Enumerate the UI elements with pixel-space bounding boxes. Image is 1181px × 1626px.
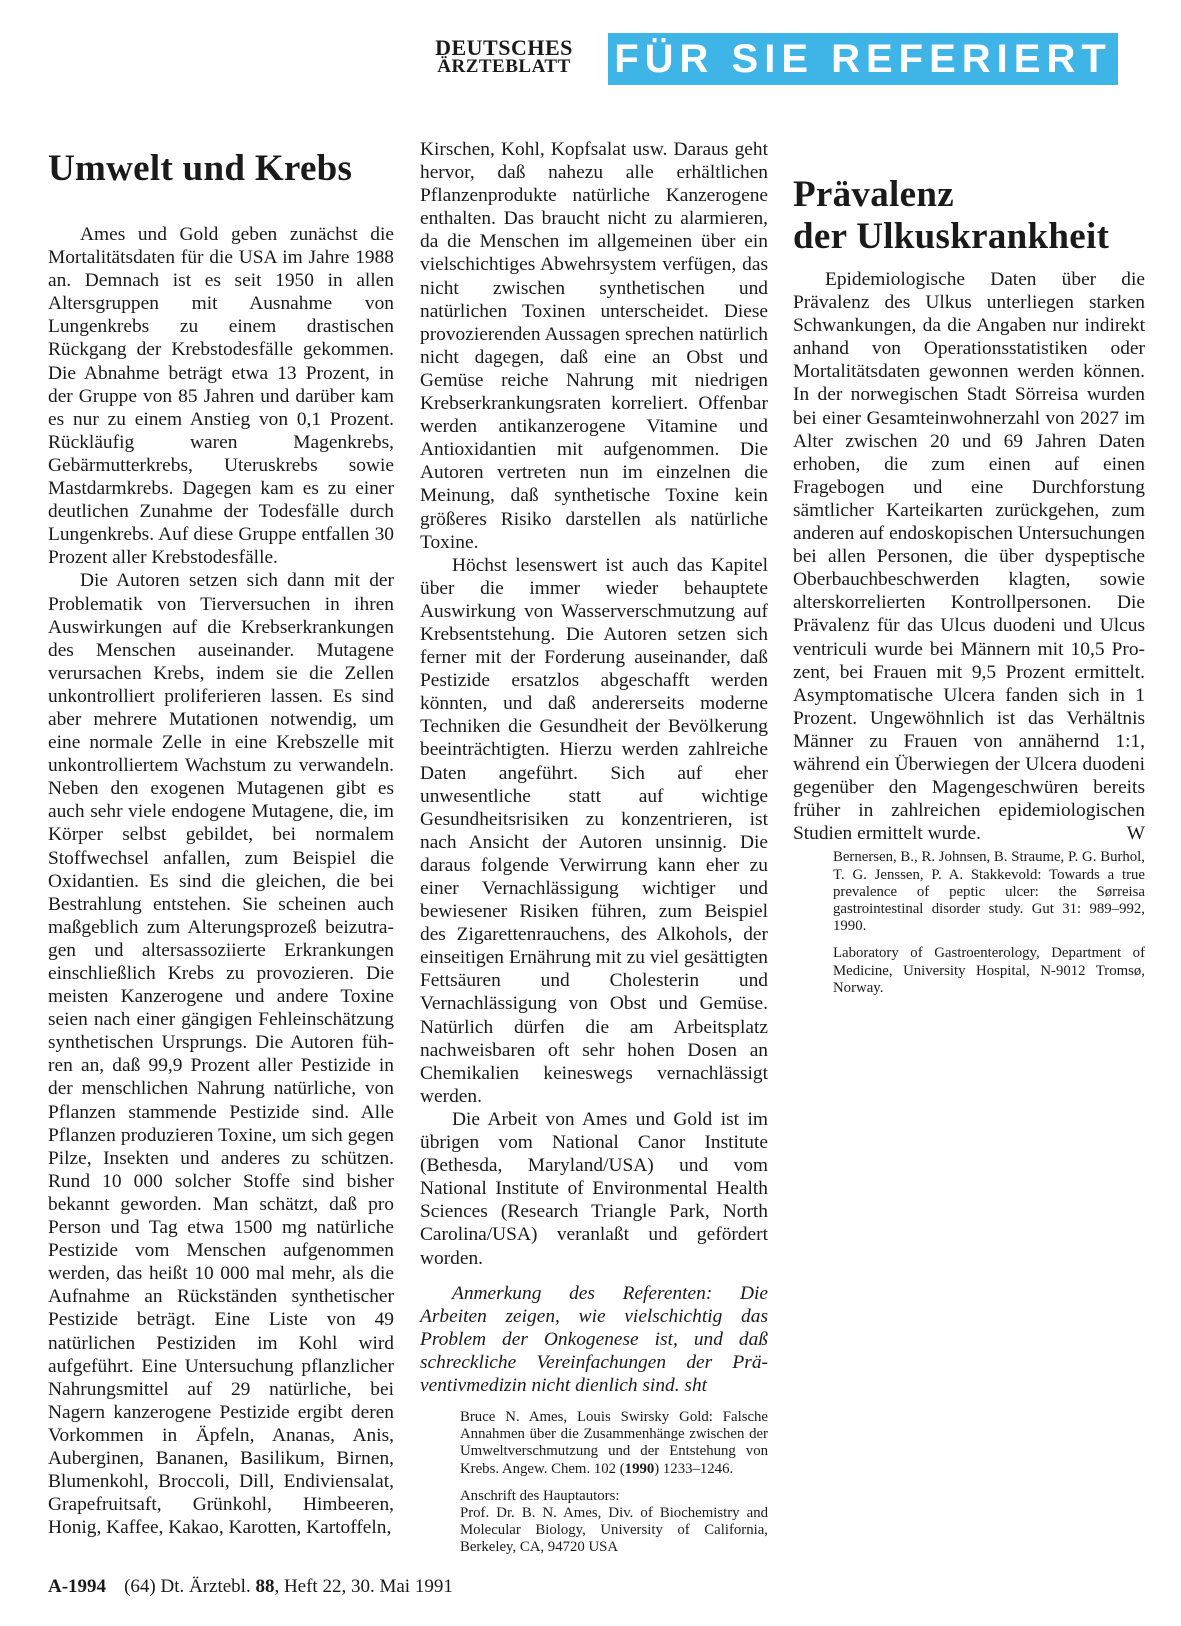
address-text: Prof. Dr. B. N. Ames, Div. of Biochemistry and Molecular Biology, University of California, Berkeley, CA, 94720 USA — [460, 1505, 768, 1556]
article-title — [793, 174, 1145, 258]
reference-year: 1990 — [624, 1460, 655, 1477]
address-label: Anschrift des Hauptautors: — [460, 1487, 620, 1504]
page-number: A-1994 — [48, 1576, 107, 1597]
article-paragraph: Die Arbeit von Ames und Gold ist im übrigen vom National Canor Institute (Bethesda, Maryland/USA) und vom National Institute of Environmental Health Sciences (Research Triangle Park, North Carolina/USA) veranlaßt und gefördert worden. — [420, 1108, 768, 1269]
masthead-logo — [418, 35, 590, 78]
reference-text: Bruce N. Ames, Louis Swirsky Gold: Falsche Annahmen über die Zusammenhänge zwischen der Umweltverschmutzung und der Entstehung von Krebs. Angew. Chem. 102 ( — [460, 1409, 768, 1477]
article-paragraph — [793, 268, 1145, 845]
section-banner: FÜR SIE REFERIERT — [608, 33, 1118, 85]
author-signature: W — [1126, 823, 1145, 845]
title-line-1: Prävalenz — [793, 174, 954, 215]
masthead-line-2: ÄRZTEBLATT — [437, 56, 571, 78]
author-address: Laboratory of Gastroenterology, Department of Medicine, University Hospital, N-9012 Tromsø, Norway. — [833, 945, 1145, 996]
article-paragraph: Ames und Gold geben zunächst die Mortalitätsdaten für die USA im Jahre 1988 an. Demnach ist es seit 1950 in allen Altersgruppen mit Ausnahme von Lungenkrebs zu einem drastischen Rückgang der Krebstodesfälle gekommen. Die Abnahme beträgt etwa 13 Prozent, in der Gruppe von 85 Jahren und darüber kam es nur zu einem Anstieg von 0,1 Prozent. Rückläufig waren Magenkrebs, Gebärmutterkrebs, Uteruskrebs sowie Mastdarmkrebs. Dagegen kam es zu einer deutlichen Zunahme der Todesfälle durch Lungenkrebs. Auf diese Gruppe entfallen 30 Prozent aller Krebstodesfälle. — [48, 224, 394, 569]
citation-prefix: (64) Dt. Ärztebl. — [124, 1576, 256, 1597]
paragraph-text: Epidemiologische Daten über die Prävalenz des Ulkus unterliegen starken Schwankungen, da die Angaben nur indirekt anhand von Operationsstatistiken oder Mortalitätsdaten gewonnen werden können. In der norwegischen Stadt Sörreisa wurden bei einer Gesamteinwohnerzahl von 2027 im Alter zwischen 20 und 69 Jahren Daten erhoben, die zum einen auf einen Fragebogen und eine Durchforstung sämtlicher Karteikarten zurückgehen, zum anderen auf endoskopischen Untersuchungen bei allen Personen, die über dyspeptische Oberbauchbeschwerden klagten, sowie alterskorrelierten Kontrollpersonen. Die Prävalenz für das Ulcus duodeni und Ulcus ventriculi wurde bei Männern mit 10,5 Prozent, bei Frauen mit 9,5 Prozent ermittelt. Asymptomatische Ulcera fanden sich in 1 Prozent. Ungewöhnlich ist das Verhältnis Männer zu Frauen von annähernd 1:1, während ein Überwiegen der Ulcera duodeni gegenüber den Magengeschwüren bereits früher in zahlreichen epidemiologischen Studien ermittelt wurde. — [793, 269, 1145, 845]
column-3 — [793, 138, 1145, 997]
column-1 — [48, 138, 394, 1539]
page-footer — [48, 1576, 453, 1598]
editor-note — [420, 1282, 768, 1397]
article-paragraph: Höchst lesenswert ist auch das Kapitel über die immer wieder behauptete Auswirkung von Wasserverschmutzung auf Krebsentstehung. Die Autoren setzen sich ferner mit der Forderung auseinander, daß Pestizide ersatzlos abgeschafft werden könnten, und daß andererseits moderne Techniken die Gesundheit der Bevölkerung beeinträchtigten. Hierzu werden zahlreiche Daten angeführt. Sich auf eher unwesentliche statt auf wichtige Gesundheitsrisiken zu konzentrieren, ist nach Ansicht der Autoren unsinnig. Die daraus folgende Verwirrung kann eher zu einer Vernachlässigung wichtiger und bewiesener Risiken führen, zum Beispiel des Zigarettenrauchens, des Alkohols, der einseitigen Ernährung mit zu viel gesättigten Fettsäuren und Cholesterin und Vernachlässigung von Obst und Gemüse. Natürlich dürfen die am Arbeitsplatz nachweisbaren oft sehr hohen Dosen an Chemikalien keineswegs vernachlässigt werden. — [420, 554, 768, 1107]
editor-note-text: Anmerkung des Referenten: Die Arbeiten zeigen, wie vielschichtig das Problem der Onkogenese ist, und daß schreckliche Vereinfachungen der Präventivmedizin nicht dienlich sind. — [420, 1282, 768, 1396]
title-line-2: der Ulkuskrankheit — [793, 216, 1110, 257]
masthead-line-1: DEUTSCHES — [435, 35, 573, 60]
volume-number: 88 — [255, 1576, 275, 1597]
citation-suffix: , Heft 22, 30. Mai 1991 — [274, 1576, 453, 1597]
editor-note-signature: sht — [684, 1374, 708, 1396]
column-2 — [420, 138, 768, 1557]
article-paragraph: Kirschen, Kohl, Kopfsalat usw. Daraus geht hervor, daß nahezu alle erhältlichen Pflanzenprodukte natürliche Kanzerogene enthalten. Das braucht nicht zu alarmieren, da die Menschen im allgemeinen über ein vielschichtiges Abwehrsystem verfügen, das nicht zwischen synthetischen und natürlichen Toxinen unterscheidet. Diese provozierenden Aussagen sprechen natürlich nicht dagegen, daß eine an Obst und Gemüse reiche Nahrung mit niedrigen Krebserkrankungsraten korreliert. Offenbar werden antikanzerogene Vitamine und Antioxidantien mit aufgenommen. Die Autoren vertreten nun im einzelnen die Meinung, daß synthetische Toxine kein größeres Risiko darstellen als natürliche Toxine. — [420, 139, 768, 553]
author-address — [460, 1488, 768, 1557]
reference-pages: ) 1233–1246. — [654, 1460, 734, 1477]
article-paragraph: Die Autoren setzen sich dann mit der Problematik von Tierversuchen in ihren Auswirkungen auf die Krebserkrankungen des Menschen auseinander. Mutagene verursachen Krebs, indem sie die Zellen unkontrolliert proliferieren lassen. Es sind aber mehrere Mutationen notwendig, um eine normale Zelle in eine Krebszelle mit unkontrolliertem Wachstum zu verwandeln. Neben den exogenen Mutagenen gibt es auch sehr viele endogene Mutagene, die, im Körper selbst gebildet, bei normalem Stoffwechsel anfallen, zum Beispiel die Oxidantien. Es sind die gleichen, die bei Bestrahlung entstehen. Sie scheinen auch maßgeblich zum Alterungsprozeß beizutragen und altersassoziierte Erkrankungen einschließlich Krebs zu provozieren. Die meisten Kanzerogene und andere Toxine seien nach einer gängigen Fehleinschätzung synthetischen Ursprungs. Die Autoren führen an, daß 99,9 Prozent aller Pestizide in der menschlichen Nahrung natürliche, von Pflanzen stammende Pestizide sind. Alle Pflanzen produzieren Toxine, um sich gegen Pilze, Insekten und anderes zu schützen. Rund 10 000 solcher Stoffe sind bisher bekannt geworden. Man schätzt, daß pro Person und Tag etwa 1500 mg natürliche Pestizide vom Menschen aufgenommen werden, das heißt 10 000 mal mehr, als die Aufnahme an Rückständen synthetischer Pestizide beträgt. Eine Liste von 49 natürlichen Pestiziden im Kohl wird aufgeführt. Eine Untersuchung pflanzlicher Nahrungsmittel auf 29 natürliche, bei Nagern kanzerogene Pestizide ergibt deren Vorkommen in Äpfeln, Ananas, Anis, Auberginen, Bananen, Basilikum, Birnen, Blumenkohl, Broccoli, Dill, Endiviensalat, Grapefruitsaft, Grünkohl, Himbeeren, Honig, Kaffee, Kakao, Karotten, Kartoffeln, — [48, 570, 394, 1539]
reference: Bernersen, B., R. Johnsen, B. Straume, P. G. Burhol, T. G. Jenssen, P. A. Stakkevold: Towards a true prevalence of peptic ulcer: the Sørreisa gastrointestinal disorder study. Gut 31: 989–992, 1990. — [833, 849, 1145, 935]
article-title: Umwelt und Krebs — [48, 148, 353, 189]
reference — [460, 1409, 768, 1478]
